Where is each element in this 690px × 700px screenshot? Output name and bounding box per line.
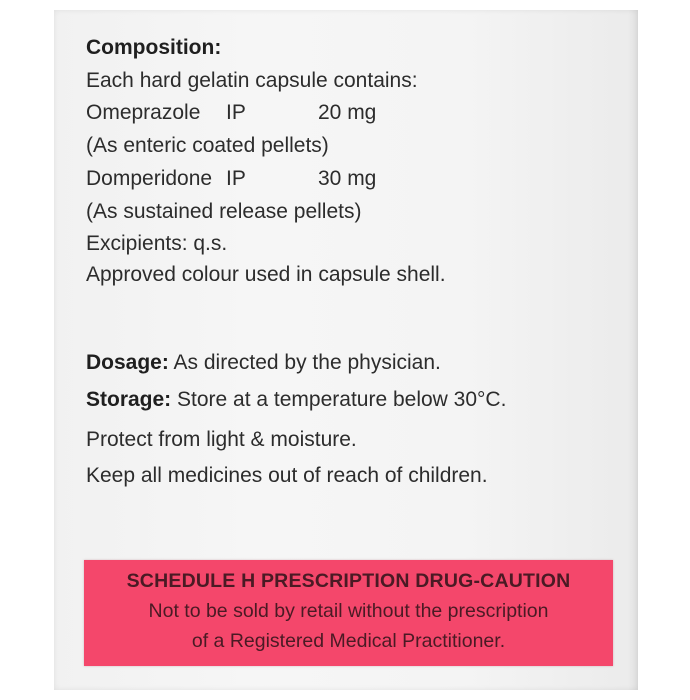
ingredient-domperidone (86, 167, 376, 191)
storage-line (86, 388, 506, 412)
ingredient-dose: 30 mg (318, 167, 377, 190)
ingredient-name: Domperidone (86, 167, 213, 190)
ingredient-note: (As sustained release pellets) (86, 200, 362, 223)
protect-text: Protect from light & moisture. (86, 428, 357, 451)
ingredient-standard: IP (226, 167, 246, 190)
composition-heading: Composition: (86, 36, 222, 59)
caution-title: SCHEDULE H PRESCRIPTION DRUG-CAUTION (126, 570, 571, 592)
ingredient-standard: IP (226, 101, 246, 124)
storage-label: Storage: (86, 388, 172, 411)
composition-intro: Each hard gelatin capsule contains: (86, 69, 418, 92)
dosage-text: As directed by the physician. (168, 351, 441, 374)
capsule-colour-text: Approved colour used in capsule shell. (86, 263, 446, 286)
caution-line-1: Not to be sold by retail without the prescription (148, 600, 549, 622)
dosage-label: Dosage: (86, 351, 169, 374)
ingredient-name: Omeprazole (86, 101, 201, 124)
caution-line-2: of a Registered Medical Practitioner. (191, 630, 506, 652)
schedule-h-caution-box (84, 560, 613, 666)
excipients-text: Excipients: q.s. (86, 232, 228, 255)
ingredient-note: (As enteric coated pellets) (86, 134, 329, 157)
ingredient-omeprazole (86, 101, 376, 125)
storage-text: Store at a temperature below 30°C. (171, 388, 507, 411)
children-warning-text: Keep all medicines out of reach of children. (86, 464, 488, 487)
dosage-line (86, 351, 441, 375)
ingredient-dose: 20 mg (318, 101, 377, 124)
